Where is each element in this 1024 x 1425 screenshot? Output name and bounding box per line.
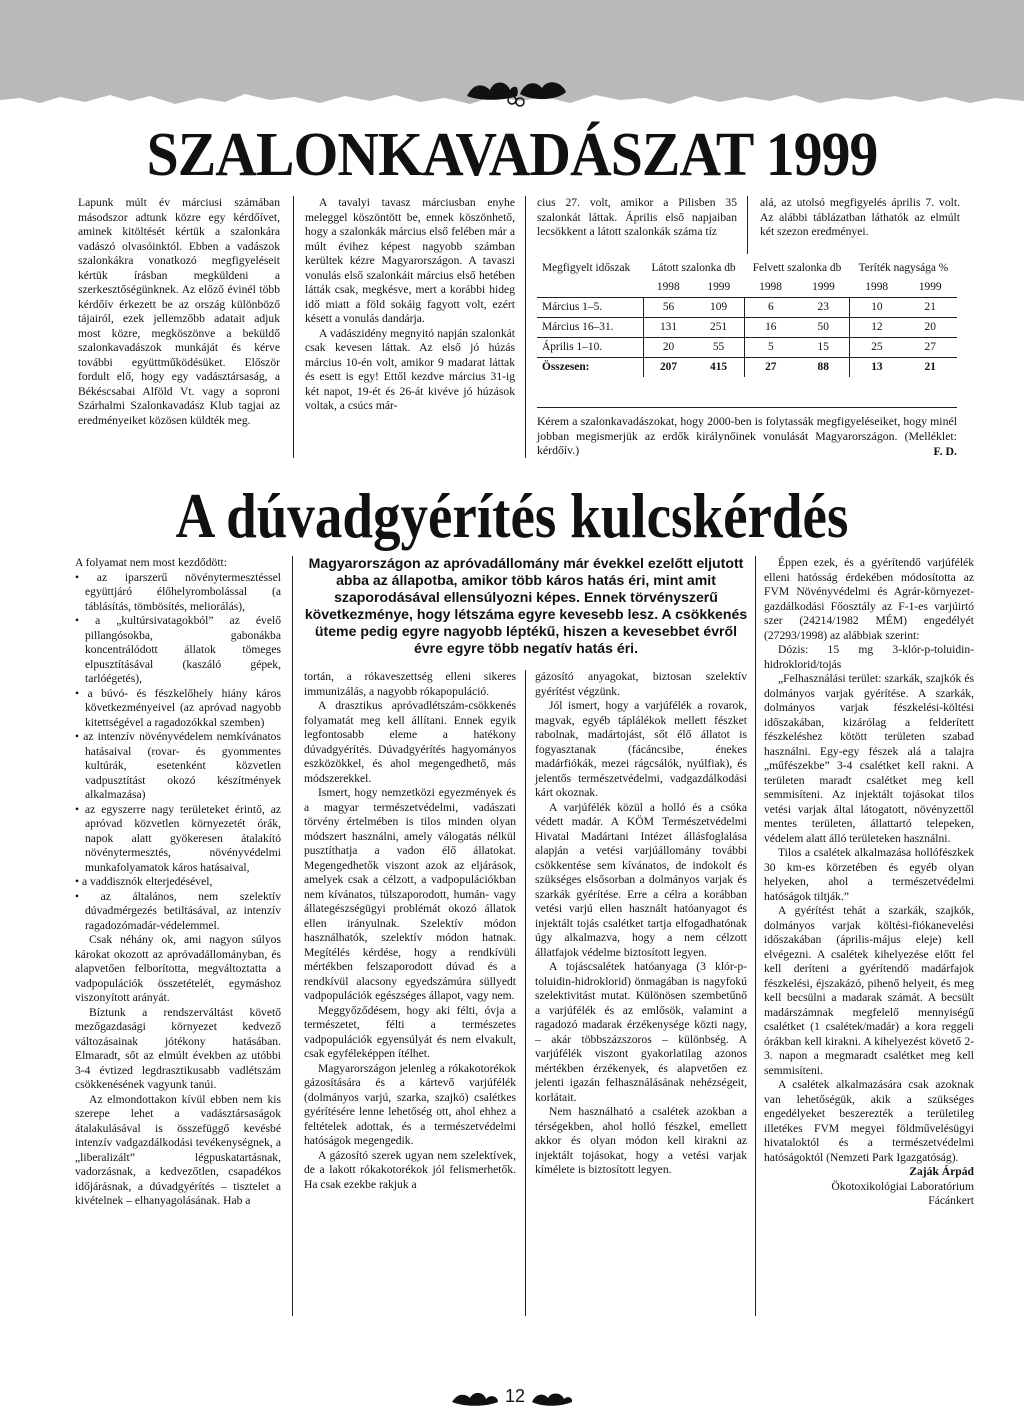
table-header-ratio: Teríték nagysága % — [858, 262, 949, 274]
table-cell: 55 — [694, 338, 745, 358]
article2-column-3 — [535, 670, 747, 1178]
article2-paragraph: Ismert, hogy nemzetközi egyezmények és a magyar természetvédelmi, vadászati törvény értelmében is tilos minden olyan módszert használni, amely válogatás nélkül pusztíthatja a vadon élő állatokat. Megengedhetők viszont azok az eljárások, amelyek csak a célzott, a vadpopulációkban nem kívánatos, túlszaporodott, humán- vagy állategészségügyi problémát okozó állatok ellen irányulnak. Szelektív módon használhatók, szelektív módon hatnak. Megítélés kérdése, hogy a rendkívüli mértékben felszaporodott dúvad és a rendkívül alacsony egyedszámúra süllyedt vadpopulációk egészséges állapot, vagy nem. — [304, 786, 516, 1002]
table-bottom-rule — [537, 407, 957, 408]
column-divider — [755, 556, 756, 1316]
table-header-period: Megfigyelt időszak — [542, 262, 631, 274]
article2-paragraph: A csalétek alkalmazására csak azoknak van lehetőségük, akik a szükséges engedélyeket beszerezték a területileg illetékes FVM megyei földművelésügyi hivataloktól és a természetvédelmi hatóságoktól (Nemzeti Park Igazgatóság). — [764, 1078, 974, 1164]
article2-title: A dúvadgyérítés kulcskérdés — [175, 480, 849, 551]
article2-paragraph: tortán, a rókaveszettség elleni sikeres immunizálás, a nagyobb rókapopuláció. — [304, 670, 516, 698]
article2-paragraph: A drasztikus apróvadlétszám-csökkenés folyamatát meg kell állítani. Ennek egyik legfontosabb eleme a hatékony dúvadgyérítés. Dúvadgyérítés hagyományos eszközökkel, és ahol megengedhető, más módszerekkel. — [304, 699, 516, 785]
oak-leaf-right-icon — [530, 1390, 574, 1408]
article1-column-3 — [537, 196, 737, 240]
table-cell: 131 — [643, 318, 694, 338]
table-cell: 109 — [694, 298, 745, 318]
article1-paragraph: Lapunk múlt év márciusi számában másodszor adtunk közre egy kérdőívet, aminek kitöltését kértük a szalonkára vadászó olvasóinktól. Ebben a vadászok szalonkákra vonatkozó megfigyeléseit kértük írásban megküldeni a szerkesztőségünknek. Az előző évinél több kérdőív érkezett be az ország különböző tájairól, ezek jellemzőbb adatait adjuk most közre, megköszönve a beküldő szalonkavadászok munkáját és kérve további együttműködésüket. Először fordult elő, hogy egy vadásztársaság, a Békéscsabai Alföld Vt. vagy a soproni Szárhalmi Szalonkavadász Klub tagjai az eredményeiket közösen küldték meg. — [78, 196, 280, 427]
signature: F. D. — [933, 443, 957, 458]
oak-leaf-left-icon — [450, 1390, 500, 1408]
article1-column-2 — [305, 196, 515, 414]
table-year: 1998 — [865, 281, 889, 293]
table-cell: 20 — [643, 338, 694, 358]
article1-column-4 — [760, 196, 960, 240]
article2-paragraph: A varjúfélék közül a holló és a csóka védett madár. A KÖM Természetvédelmi Hivatal Madártani Intézet állásfoglalása alapján a vetési varjúállomány további csökkentése sem kívánatos, de indokolt és szükséges elsősorban a dolmányos varjak és szarkák gyérítése. Erre a célra a korábban vetési varjú ellen használt hatóanyagot és injektált tojás csalétket tartja elfogadhatónak úgy alkalmazva, hogy a nem célzott állatfajok védelme biztosított legyen. — [535, 800, 747, 959]
article2-paragraph: A gázosító szerek ugyan nem szelektívek, de a lakott rókakotorékok jól felismerhetők. Ha csak ezekbe rakjuk a — [304, 1148, 516, 1191]
article-title: SZALONKAVADÁSZAT 1999 — [146, 121, 878, 189]
cause-list — [75, 571, 281, 934]
author-affiliation: Ökotoxikológiai Laboratórium — [831, 1179, 974, 1193]
author-name: Zaják Árpád — [909, 1165, 974, 1178]
table-cell: 207 — [643, 358, 694, 378]
table-cell: 25 — [850, 338, 904, 358]
article2-paragraph: „Felhasználási terület: szarkák, szajkók és dolmányos varjak gyérítése. A szarkák, dolmányos varjak fészkelési-költési időszakában, kizárólag a felderített fészkeléshez kötött területen szabad használni. Egy-egy fészek alá a talajra „műfészekbe” 3-4 csalétket kell rakni. A területen maradt csalétket meg kell semmisíteni. Az injektált tojásokat tilos vetési varjak által látogatott, növényzettől mentes területen, állattartó telepeken, védelem alatt álló területeken használni. — [764, 672, 974, 845]
table-cell: 415 — [694, 358, 745, 378]
list-item: • az iparszerű növénytermesztéssel együttjáró élőhelyrombolással (a táblásítás, tömbösítés, meliorálás), — [75, 571, 281, 615]
list-item: • az egyszerre nagy területeket érintő, az apróvad közvetlen környezetét órák, napok alatt gyökeresen átalakító növénytermesztés, növényvédelmi munkafolyamatok káros hatásaival, — [75, 803, 281, 876]
column-divider — [525, 670, 526, 1316]
table-cell: 56 — [643, 298, 694, 318]
table-cell: 27 — [903, 338, 957, 358]
table-header-taken: Felvett szalonka db — [752, 262, 842, 274]
page-number-footer — [450, 1386, 574, 1412]
article2-paragraph: Meggyőződésem, hogy aki félti, óvja a természetet, félti a természetes vadpopulációk egyensúlyát és nem elvakult, csak egyféleképpen ítélhet. — [304, 1003, 516, 1060]
article2-paragraph: Csak néhány ok, ami nagyon súlyos károkat okozott az apróvadállományban, és alapvetően felborította, megváltoztatta a vadpopulációk összetételét, egymáshoz viszonyított arányát. — [75, 933, 281, 1004]
table-cell: 10 — [850, 298, 904, 318]
article2-column-4 — [764, 556, 974, 1209]
table-cell: 12 — [850, 318, 904, 338]
page-number: 12 — [505, 1386, 526, 1406]
table-year: 1999 — [812, 281, 835, 293]
list-item: • a „kultúrsivatagokból” az évelő pillangósokba, gabonákba koncentrálódott állatok tömeges elpusztításával (kaszáló gépek, tarlóégetés), — [75, 614, 281, 687]
table-cell: 13 — [850, 358, 904, 378]
author-location: Fácánkert — [928, 1194, 974, 1207]
article2-paragraph: Éppen ezek, és a gyérítendő varjúfélék elleni hatósság érdekében módosította az FVM Növényvédelmi és Agrár-környezet-gazdálkodási Főosztály az F-1-es varjúirtó szer (24214/1982 MÉM) engedélyét (27293/1998) az alábbiak szerint: — [764, 556, 974, 642]
article2-paragraph: Az elmondottakon kívül ebben nem kis szerepe lehet a vadásztársaságok átalakulásával is összefüggő kevésbé intenzív vadgazdálkodási tevékenységnek, a „liberalizált” légpuskatartásnak, vadorzásnak, a kedvezőtlen, csapadékos időjárásnak, a dúvadgyérítés – tisztelet a kivételnek – elhanyagolásának. Hab a — [75, 1092, 281, 1207]
list-item: • az intenzív növényvédelem nemkívánatos hatásaival (rovar- és gyommentes kultúrák, esetenként közvetlen vadpusztítást okozó készítmények alkalmazása) — [75, 730, 281, 803]
table-cell-period: Március 16–31. — [537, 318, 643, 338]
table-cell: 21 — [903, 358, 957, 378]
table-year: 1998 — [656, 281, 680, 293]
article1-paragraph: A tavalyi tavasz márciusban enyhe meleggel köszöntött be, ennek köszönhető, hogy a szalonkák március első felében már a múlt évihez képest nagyobb számban kerültek kézre Magyarországon. A tavaszi vonulás első szalonkáit március első hetében látták csak, megkésve, mert a korábbi hideg idő miatt a föld sokáig fagyott volt, ezért késett a vonulás dandárja. — [305, 196, 515, 325]
column-divider — [292, 556, 293, 1316]
article2-paragraph: Jól ismert, hogy a varjúfélék a rovarok, magvak, egyéb táplálékok mellett fészket rabolnak, madártojást, sőt élő állatot is fogyasztanak (fácáncsibe, énekes madárfiókák, mezei rágcsálók, nyúlfiak), és jelentős természetvédelmi, vadgazdálkodási kárt okoznak. — [535, 699, 747, 799]
article2-paragraph: A gyérítést tehát a szarkák, szajkók, dolmányos varjak költési-fiókanevelési időszakában (április-május eleje) kell elvégezni. A csalétek kihelyezése előtt fel kell deríteni a gyérítendő madárfajok fészkelési, éjszakázó, pihenő helyeit, és meg kell becsülni a madarak számát. A becsült madárszámnak megfelelő mennyiségű csalétket (1 csalétek/madár) a kora reggeli órákban kell kirakni. A kihelyezést követő 2-3. napon a megmaradt csalétket meg kell semmisíteni. — [764, 904, 974, 1077]
article1-paragraph: A vadászidény megnyitó napján szalonkát csak kevesen láttak. Az első jó húzás március 10-én volt, amikor 9 madarat láttak és esett is egy! Ettől kezdve március 31-ig két napot, 19-ét és 26-át kivéve jó húzások voltak, a csúcs már- — [305, 326, 515, 412]
article2-paragraph: A folyamat nem most kezdődött: — [75, 556, 227, 569]
table-cell-period: Összesen: — [537, 358, 643, 378]
list-item: • a búvó- és fészkelőhely hiány káros következményeivel (az apróvad nagyobb kitettségével a ragadozókkal szemben) — [75, 687, 281, 731]
article2-paragraph: gázosító anyagokat, biztosan szelektív gyérítést végzünk. — [535, 670, 747, 698]
table-year: 1998 — [759, 281, 782, 293]
article2-lead: Magyarországon az apróvadállomány már évekkel ezelőtt eljutott abba az állapotba, amikor több káros hatás éri, mint amit szaporodásával ellensúlyozni képes. Ennek törvényszerű következménye, hogy létszáma egyre kevesebb lesz. A csökkenés üteme pedig egyre nagyobb léptékű, hiszen a kevesebbet évről évre egyre több negatív hatás éri. — [304, 555, 748, 656]
table-cell: 23 — [797, 298, 850, 318]
article2-paragraph: Nem használható a csalétek azokban a térségekben, ahol holló fészkel, emellett akkor és olyan módon kell kirakni az injektált tojásokat, hogy a vetési varjak kímélete is biztosított legyen. — [535, 1105, 747, 1176]
list-item: • az általános, nem szelektív dúvadmérgezés betiltásával, az intenzív ragadozómadár-védelemmel. — [75, 890, 281, 934]
table-year: 1999 — [918, 281, 942, 293]
article1-paragraph: cius 27. volt, amikor a Pilisben 35 szalonkát láttak. Április első napjaiban lecsökkent a látott szalonkák száma tíz — [537, 196, 737, 238]
table-row — [537, 318, 957, 338]
article2-column-1 — [75, 556, 281, 1209]
table-cell-period: Március 1–5. — [537, 298, 643, 318]
table-cell: 50 — [797, 318, 850, 338]
article2-column-2 — [304, 670, 516, 1192]
table-cell: 5 — [744, 338, 797, 358]
table-year: 1999 — [707, 281, 731, 293]
column-divider — [525, 196, 526, 458]
article2-paragraph: Dózis: 15 mg 3-klór-p-toluidin-hidroklorid/tojás — [764, 643, 974, 671]
article2-paragraph: Tilos a csalétek alkalmazása hollófészkek 30 km-es körzetében és egyéb olyan helyeken, ahol a természetvédelmi hatóságok tiltják.” — [764, 846, 974, 903]
table-row — [537, 298, 957, 318]
column-divider — [293, 196, 294, 458]
table-cell: 88 — [797, 358, 850, 378]
table-cell: 16 — [744, 318, 797, 338]
table-cell: 27 — [744, 358, 797, 378]
table-cell: 6 — [744, 298, 797, 318]
article1-closing — [537, 414, 957, 458]
table-cell: 21 — [903, 298, 957, 318]
table-cell: 251 — [694, 318, 745, 338]
article2-paragraph: Magyarországon jelenleg a rókakotorékok gázosítására és a kártevő varjúfélék (dolmányos varjú, szarka, szajkó) csalétkes gyérítésére lenne lehetőség ott, ahol ehhez a feltételek adottak, és a természetvédelmi hatóságok megengedik. — [304, 1061, 516, 1147]
woodcock-statistics-table — [537, 259, 957, 377]
table-row — [537, 338, 957, 358]
article1-paragraph: alá, az utolsó megfigyelés április 7. volt. Az alábbi táblázatban láthatók az elmúlt két szezon eredményei. — [760, 196, 960, 238]
table-cell: 15 — [797, 338, 850, 358]
table-cell-period: Április 1–10. — [537, 338, 643, 358]
article2-paragraph: A tojáscsalétek hatóanyaga (3 klór-p-toluidin-hidroklorid) önmagában is nagyfokú szelektivitást mutat. Különösen szembetűnő a varjúfélék és az emlősök, valamint a ragadozó madarak érzékenysége közti nagy, – akár többszázszoros – különbség. A varjúfélék viszont gyakorlatilag azonos mértékben érzékenyek, és alapvetően ez jelenti igazán felhasználásának nehézségeit, korlátait. — [535, 960, 747, 1104]
table-cell: 20 — [903, 318, 957, 338]
table-header-seen: Látott szalonka db — [651, 262, 736, 274]
oak-leaf-ornament-icon — [462, 74, 572, 108]
article1-column-1 — [78, 196, 280, 428]
closing-paragraph: Kérem a szalonkavadászokat, hogy 2000-ben is folytassák megfigyeléseiket, hogy minél jobban megismerjük az erdők királynőinek vonulását Magyarországon. (Melléklet: kérdőív.) — [537, 414, 957, 457]
table-row-total — [537, 358, 957, 378]
column-divider — [747, 196, 748, 254]
article2-paragraph: Bíztunk a rendszerváltást követő mezőgazdasági környezet kedvező változásainak jótékony hatásában. Elmaradt, sőt az elmúlt években az utóbbi 3-4 évtized legdrasztikusabb vadlétszám csökkenésének vagyunk tanúi. — [75, 1005, 281, 1091]
list-item: • a vaddisznók elterjedésével, — [75, 875, 281, 890]
